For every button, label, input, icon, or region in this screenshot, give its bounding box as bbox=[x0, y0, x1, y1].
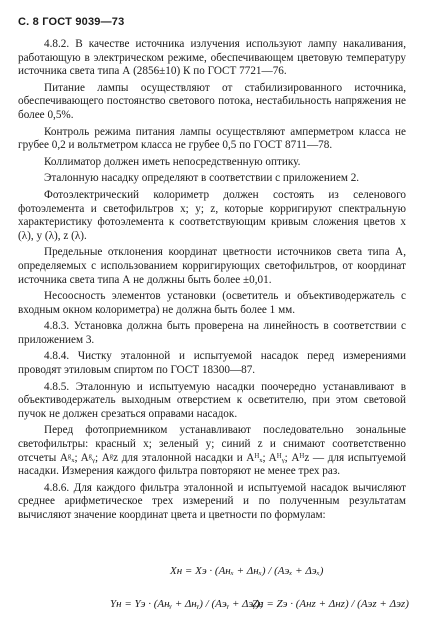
paragraph: 4.8.5. Эталонную и испытуемую насадки поочередно устанавливают в объективодержатель выходным отверстием к осветителю, при этом световой пучок не должен срезаться оправами насадок. bbox=[18, 380, 406, 420]
paragraph: Питание лампы осуществляют от стабилизированного источника, обеспечивающего постоянство светового потока, нестабильность напряжения не более 0,5%. bbox=[18, 81, 406, 121]
paragraph: Контроль режима питания лампы осуществляют амперметром класса не грубее 0,2 и вольтметром класса не грубее 0,5 по ГОСТ 8711—78. bbox=[18, 125, 406, 152]
paragraph: 4.8.3. Установка должна быть проверена на линейность в соответствии с приложением 3. bbox=[18, 320, 406, 346]
page-header: С. 8 ГОСТ 9039—73 bbox=[18, 16, 125, 28]
paragraph: Предельные отклонения координат цветности источников света типа А, определяемых с использованием корригирующих светофильтров, от координат источника света типа А не должны быть более ±0,01. bbox=[18, 246, 406, 286]
paragraph: Фотоэлектрический колориметр должен состоять из селенового фотоэлемента и светофильтров x; y; z, которые корригируют спектральную характеристику фотоэлемента к соответствующим кривым сложения цветов x (λ), y (λ), z (λ). bbox=[18, 188, 406, 242]
paragraph: Эталонную насадку определяют в соответствии с приложением 2. bbox=[44, 172, 360, 185]
paragraph: 4.8.2. В качестве источника излучения используют лампу накаливания, работающую в электрическом режиме, обеспечивающем цветовую температуру источника света типа А (2856±10) К по ГОСТ 7721—76. bbox=[18, 38, 406, 78]
paragraph: Несоосность элементов установки (осветитель и объективодержатель с входным окном колориметра) не должна быть более 1 мм. bbox=[18, 290, 406, 316]
document-body bbox=[18, 38, 406, 526]
formula-x: Xн = Xэ · (Aнₓ + Δнₓ) / (Aэₓ + Δэₓ) bbox=[170, 565, 324, 577]
paragraph: Перед фотоприемником устанавливают последовательно зональные светофильтры: красный x; зеленый y; синий z и снимают соответственно отсчеты Aᵍₓ; Aᵍᵧ; Aᵍz для эталонной насадки и Aᴴₓ; Aᴴᵧ; Aᴴz — для испытуемой насадки. Измерения каждого фильтра повторяют не менее трех раз. bbox=[18, 424, 406, 478]
formula-z: Zн = Zэ · (Aнz + Δнz) / (Aэz + Δэz) bbox=[252, 598, 409, 610]
paragraph: 4.8.6. Для каждого фильтра эталонной и испытуемой насадок вычисляют среднее арифметическое трех измерений и по полученным результатам вычисляют значение координат цвета и цветности по формулам: bbox=[18, 481, 406, 521]
formula-y: Yн = Yэ · (Aнᵧ + Δнᵧ) / (Aэᵧ + Δэᵧ); bbox=[110, 598, 264, 610]
paragraph: Коллиматор должен иметь непосредственную оптику. bbox=[44, 155, 301, 168]
paragraph: 4.8.4. Чистку эталонной и испытуемой насадок перед измерениями проводят этиловым спиртом по ГОСТ 18300—87. bbox=[18, 350, 406, 377]
